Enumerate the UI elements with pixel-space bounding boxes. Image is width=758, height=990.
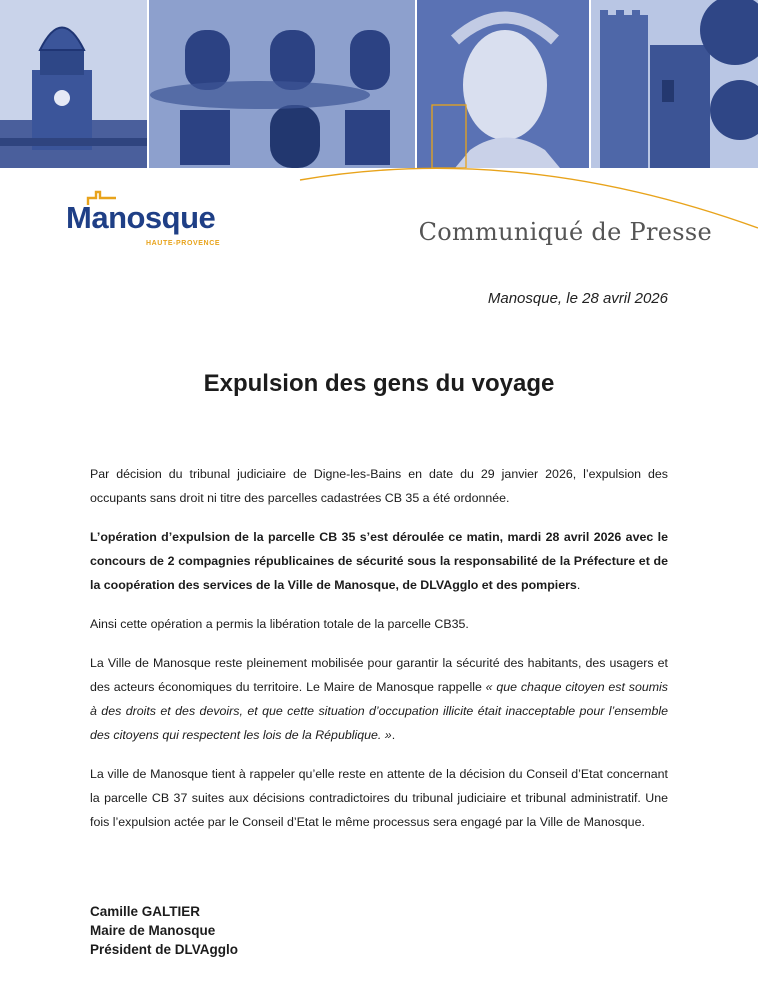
header-banner: [0, 0, 758, 168]
paragraph-2-end: .: [576, 578, 581, 592]
paragraph-5: La ville de Manosque tient à rappeler qu’elle reste en attente de la décision du Conseil d’Etat concernant la parcelle CB 37 suites aux décisions contradictoires du tribunal judiciaire et tribunal administratif. Une fois l’expulsion actée par le Conseil d’Etat le même processus sera engagé par la Ville de Manosque.: [90, 767, 668, 829]
paragraph-4: [90, 651, 668, 747]
paragraph-4-text: La Ville de Manosque reste pleinement mobilisée pour garantir la sécurité des habitants, des usagers et des acteurs économiques du territoire. Le Maire de Manosque rappelle: [90, 656, 668, 694]
banner-photo-collage: [0, 0, 758, 168]
logo-tagline: HAUTE-PROVENCE: [146, 240, 221, 247]
paragraph-2: [90, 525, 668, 597]
paragraph-1: Par décision du tribunal judiciaire de Digne-les-Bains en date du 29 janvier 2026, l’expulsion des occupants sans droit ni titre des parcelles cadastrées CB 35 a été ordonnée.: [90, 467, 668, 505]
dateline: Manosque, le 28 avril 2026: [487, 290, 668, 307]
paragraph-4-end: .: [391, 728, 396, 742]
signature-role-mayor: Maire de Manosque: [90, 923, 216, 938]
paragraph-2-bold: L’opération d’expulsion de la parcelle CB 35 s’est déroulée ce matin, mardi 28 avril 2026 avec le concours de 2 compagnies républicaines de sécurité sous la responsabilité de la Préfecture et de la coopération des services de la Ville de Manosque, de DLVAgglo et des pompiers: [90, 530, 668, 592]
manosque-logo: [66, 190, 236, 250]
paragraph-4-quote: « que chaque citoyen est soumis à des droits et des devoirs, et que cette situation d’occupation illicite était inacceptable pour l’ensemble des citoyens qui respectent les lois de la République. »: [90, 680, 668, 742]
signature-name: Camille GALTIER: [90, 904, 201, 919]
document-title: Expulsion des gens du voyage: [203, 370, 555, 397]
signature-block: [90, 902, 238, 959]
body-text: [90, 462, 668, 849]
paragraph-3: Ainsi cette opération a permis la libération totale de la parcelle CB35.: [90, 617, 469, 631]
logo-wordmark: Manosque: [66, 200, 216, 235]
signature-role-president: Président de DLVAgglo: [90, 942, 239, 957]
press-release-heading: Communiqué de Presse: [418, 218, 712, 246]
